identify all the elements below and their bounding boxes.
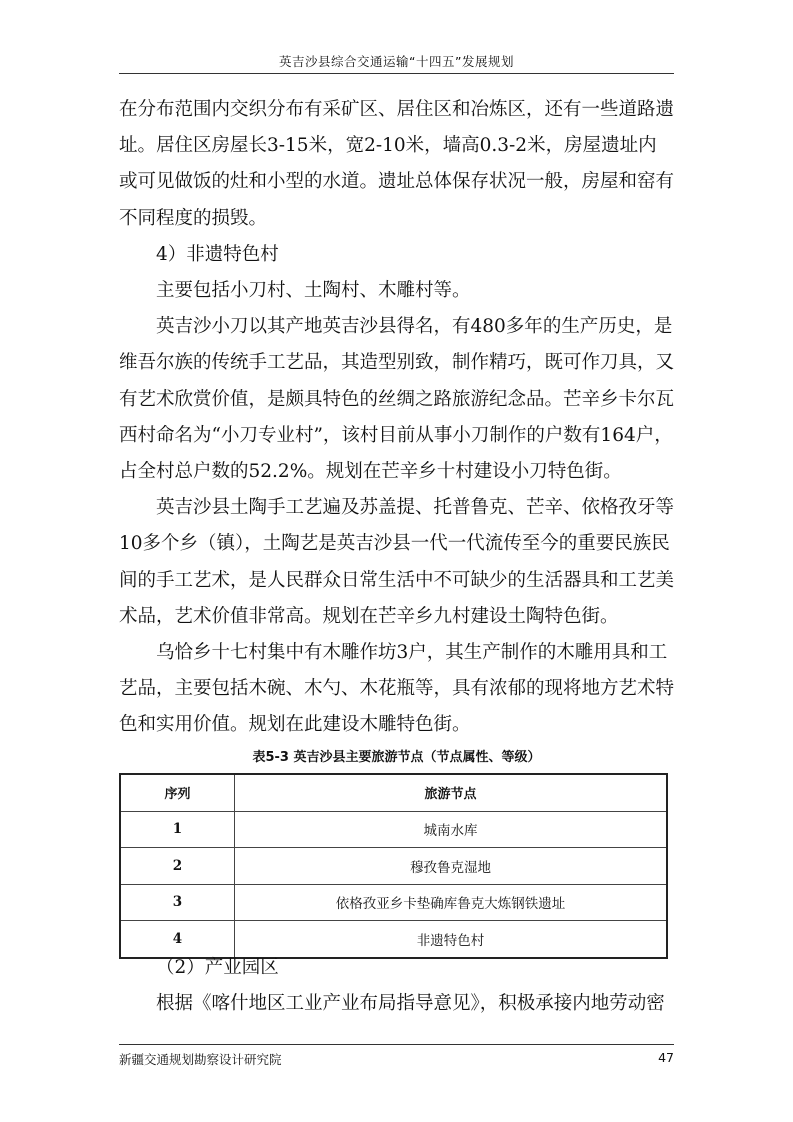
- footer-organization: 新疆交通规划勘察设计研究院: [119, 1052, 282, 1067]
- section-heading: （2）产业园区: [156, 957, 279, 978]
- paragraph: 英吉沙小刀以其产地英吉沙县得名，有480多年的生产历史，是维吾尔族的传统手工艺品，其造型别致，制作精巧，既可作刀具，又有艺术欣赏价值，是颇具特色的丝绸之路旅游纪念品。芒辛乡卡尔瓦西村命名为“小刀专业村”，该村目前从事小刀制作的户数有164户，占全村总户数的52.2%。规划在芒辛乡十村建设小刀特色街。: [119, 316, 675, 483]
- table-header-row: [121, 775, 666, 811]
- footer-divider: [119, 1044, 674, 1045]
- body-text-continued: [119, 950, 674, 1022]
- cell-node: 穆孜鲁克湿地: [235, 848, 667, 885]
- section-heading: 4）非遗特色村: [156, 243, 279, 265]
- paragraph: 在分布范围内交织分布有采矿区、居住区和冶炼区，还有一些道路遗址。居住区房屋长3-15米，宽2-10米，墙高0.3-2米，房屋遗址内或可见做饭的灶和小型的水道。遗址总体保存状况一般，房屋和窑有不同程度的损毁。: [119, 99, 675, 229]
- paragraph: 英吉沙县土陶手工艺遍及苏盖提、托普鲁克、芒辛、依格孜牙等10多个乡（镇），土陶艺是英吉沙县一代一代流传至今的重要民族民间的手工艺术，是人民群众日常生活中不可缺少的生活器具和工艺美术品，艺术价值非常高。规划在芒辛乡九村建设土陶特色街。: [119, 497, 675, 627]
- tourism-nodes-table: [119, 773, 668, 959]
- cell-sequence: 1: [121, 811, 235, 848]
- cell-node: 非遗特色村: [235, 921, 667, 957]
- cell-node: 城南水库: [235, 811, 667, 848]
- table-row: [121, 811, 666, 848]
- table-row: [121, 884, 666, 921]
- page-number: 47: [658, 1050, 674, 1065]
- cell-sequence: 2: [121, 848, 235, 885]
- column-header-node: 旅游节点: [235, 775, 667, 811]
- table-caption: 表5-3 英吉沙县主要旅游节点（节点属性、等级）: [252, 750, 541, 765]
- paragraph: 乌恰乡十七村集中有木雕作坊3户，其生产制作的木雕用具和工艺品，主要包括木碗、木勺、木花瓶等，具有浓郁的现将地方艺术特色和实用价值。规划在此建设木雕特色街。: [119, 642, 675, 736]
- header-divider: [119, 73, 674, 74]
- paragraph: 根据《喀什地区工业产业布局指导意见》，积极承接内地劳动密: [156, 993, 665, 1015]
- cell-sequence: 4: [121, 921, 235, 957]
- table-row: [121, 848, 666, 885]
- paragraph: 主要包括小刀村、土陶村、木雕村等。: [156, 280, 471, 302]
- cell-sequence: 3: [121, 884, 235, 921]
- cell-node: 依格孜亚乡卡垫确库鲁克大炼钢铁遗址: [235, 884, 667, 921]
- body-text: [119, 92, 674, 744]
- column-header-sequence: 序列: [121, 775, 235, 811]
- running-header: 英吉沙县综合交通运输“十四五”发展规划: [279, 54, 514, 69]
